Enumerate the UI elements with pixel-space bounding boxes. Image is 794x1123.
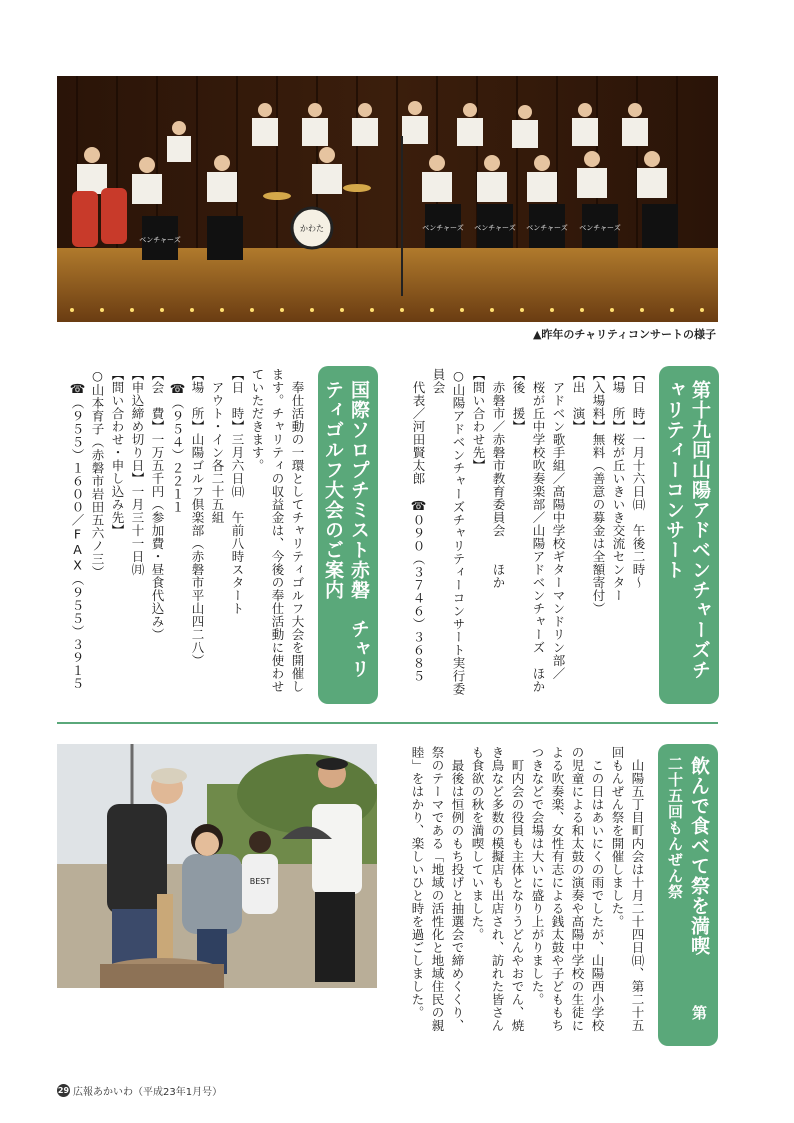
festival-line: 祭のテーマである「地域の活性化と地域住民の親 — [430, 746, 445, 1032]
concert-line: 【入場料】無料（善意の募金は全額寄付） — [591, 368, 606, 615]
concert-line: ○山陽アドベンチャーズチャリティーコンサート実行委員会 — [431, 368, 466, 696]
page-number: 29 — [57, 1086, 70, 1095]
golf-heading — [318, 366, 378, 704]
stand-banner-text: ベンチャーズ — [474, 224, 516, 232]
section-divider — [57, 722, 718, 724]
golf-line: 【申込締め切り日】一月三十一日㈪ — [130, 368, 145, 576]
festival-article — [395, 746, 647, 1046]
festival-line: この日はあいにくの雨でしたが、山陽西小学校 — [590, 746, 605, 1032]
golf-line: 【問い合わせ・申し込み先】 — [110, 368, 125, 537]
mochi-photo — [57, 744, 377, 988]
concert-photo-caption: ▲昨年のチャリティコンサートの様子 — [532, 328, 716, 341]
golf-details — [57, 368, 307, 704]
concert-details — [412, 368, 648, 704]
festival-heading — [658, 744, 718, 1046]
stand-banner-text: ベンチャーズ — [422, 224, 464, 232]
golf-title-line2: チャリティゴルフ大会のご案内 — [322, 380, 370, 679]
concert-line: 【後 援】 — [511, 368, 526, 433]
festival-line: の児童による和太鼓の演奏や高陽中学校の生徒に — [570, 746, 585, 1032]
festival-line: 回もんぜん祭を開催しました。 — [610, 746, 625, 928]
page-footer — [57, 1083, 222, 1098]
golf-line: ☎（９５５）１６００／FAX（９５５）３９１５ — [70, 368, 85, 690]
concert-line: 【日 時】一月十六日㈰ 午後二時〜 — [631, 368, 646, 589]
festival-line: き鳥など多数の模擬店も出店され、訪れた皆さん — [490, 746, 505, 1032]
stand-banner-text: ベンチャーズ — [579, 224, 621, 232]
golf-line: 【会 費】一万五千円（参加費・昼食代込み） — [150, 368, 165, 641]
concert-title: 第十九回山陽アドベンチャーズチャリティーコンサート — [663, 380, 711, 680]
golf-line: 【日 時】三月六日㈰ 午前八時スタート — [230, 368, 245, 615]
concert-line: 赤磐市／赤磐市教育委員会 ほか — [491, 368, 506, 589]
festival-line: 最後は恒例のもち投げと抽選会で締めくくり、 — [450, 746, 465, 1032]
festival-line: 町内会の役員も主体となりうどんやおでん、焼 — [510, 746, 525, 1032]
drum-label: かわた — [300, 224, 324, 233]
golf-line: ます。チャリティの収益金は、今後の奉仕活動に使わせ — [270, 368, 285, 693]
concert-photo-illustration — [57, 76, 718, 322]
festival-line: も食欲の秋を満喫していました。 — [470, 746, 485, 941]
publication-name: 広報あかいわ（平成23年1月号） — [73, 1087, 223, 1098]
concert-photo — [57, 76, 718, 322]
stand-banner-text: ベンチャーズ — [139, 236, 181, 244]
festival-line: よる吹奏楽、女性有志による銭太鼓や子どももち — [550, 746, 565, 1032]
festival-line: つきなどで会場は大いに盛り上がりました。 — [530, 746, 545, 1006]
golf-line: 【場 所】山陽ゴルフ倶楽部（赤磐市平山四二八） — [190, 368, 205, 667]
golf-line: ☎（９５４）２２１１ — [170, 368, 185, 514]
golf-line: アウト・イン各二十五組 — [210, 368, 225, 524]
concert-line: 【場 所】桜が丘いきいき交流センター — [611, 368, 626, 602]
golf-title-line1: 国際ソロプチミスト赤磐 — [348, 380, 370, 600]
golf-line: ○山本育子（赤磐市岩田五六ノ三） — [90, 368, 105, 579]
concert-line: アドベン歌手組／高陽中学校ギターマンドリン部／ — [551, 368, 566, 680]
concert-line: 【出 演】 — [571, 368, 586, 433]
festival-line: 睦」をはかり、楽しいひと時を過ごしました。 — [410, 746, 425, 1019]
concert-line: 代表／河田賢太郎 ☎０９０（３７４６）３６８５ — [411, 368, 426, 683]
stand-banner-text: ベンチャーズ — [526, 224, 568, 232]
shirt-text: BEST — [249, 877, 271, 886]
festival-subtitle: 第二十五回もんぜん祭 — [666, 756, 708, 1021]
mochi-photo-illustration — [57, 744, 377, 988]
golf-line: 奉仕活動の一環としてチャリティゴルフ大会を開催し — [290, 368, 305, 693]
festival-title: 飲んで食べて祭を満喫 — [688, 756, 710, 956]
concert-line: 【問い合わせ先】 — [471, 368, 486, 472]
concert-line: 桜が丘中学校吹奏楽部／山陽アドベンチャーズ ほか — [531, 368, 546, 693]
concert-heading — [659, 366, 719, 704]
festival-line: 山陽五丁目町内会は十月二十四日㈰、第二十五 — [630, 746, 645, 1032]
golf-line: ていただきます。 — [250, 368, 265, 472]
